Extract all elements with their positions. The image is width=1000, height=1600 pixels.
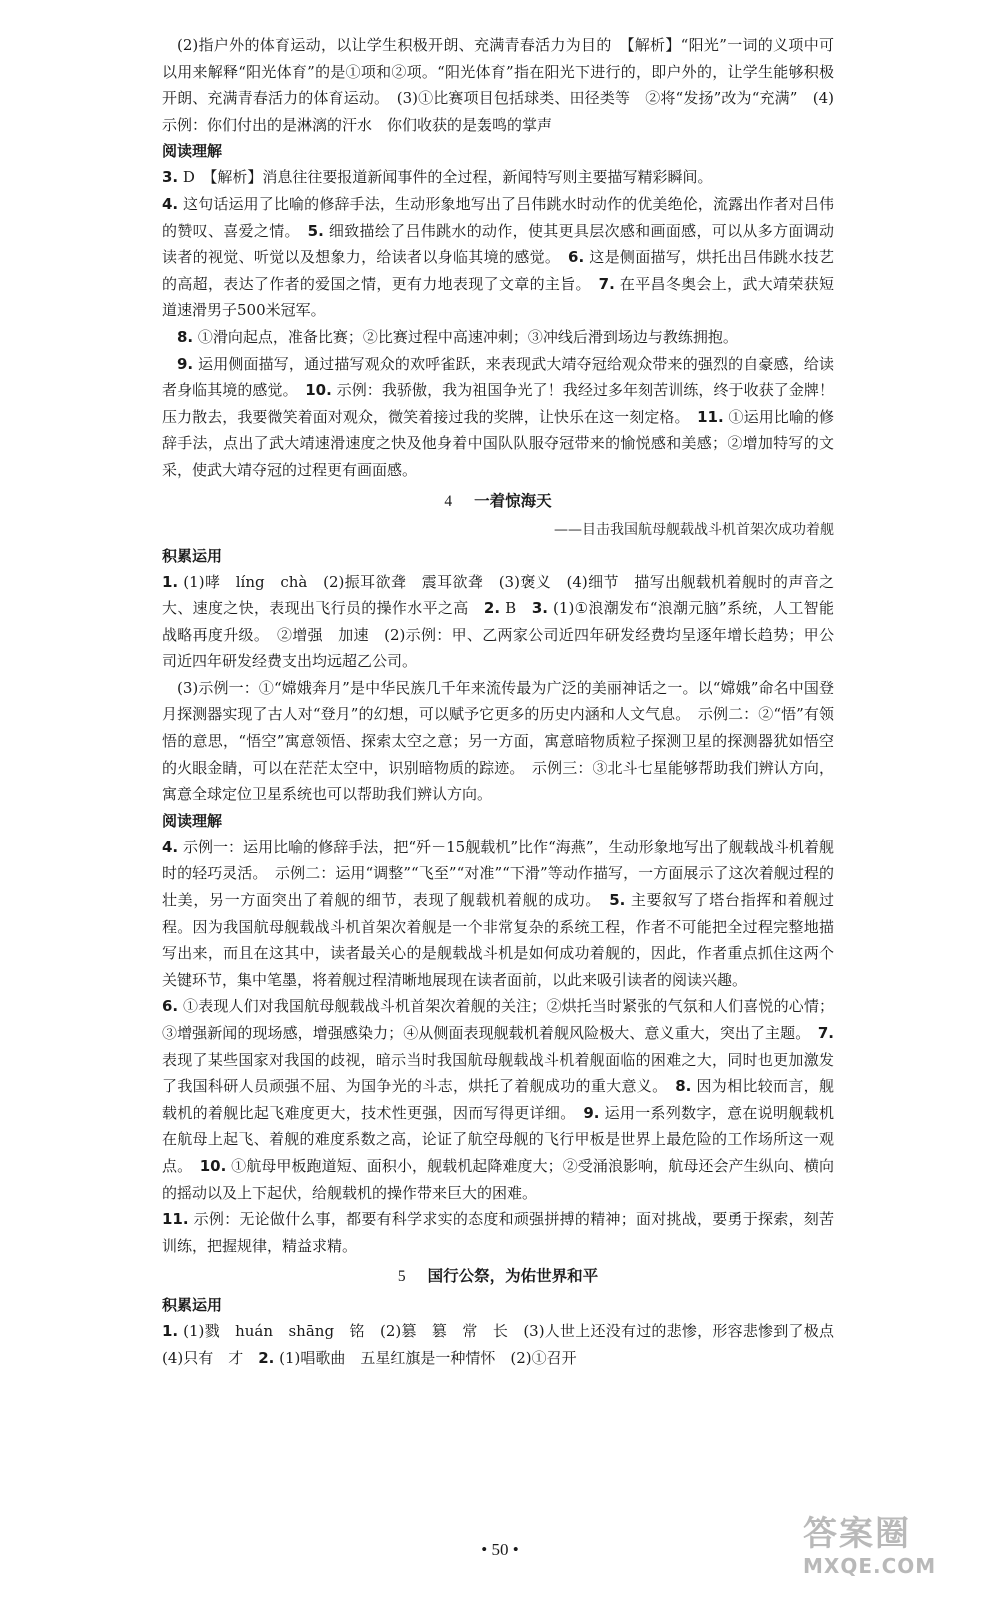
section5-accum-q1-q2: 1. (1)戮 huán shāng 铭 (2)篡 篡 常 长 (3)人世上还没有过的悲惨，形容悲惨到了极点 (4)只有 才 2. (1)唱歌曲 五星红旗是一种情怀 (2)①召开 bbox=[162, 1322, 850, 1367]
accum-heading-section4: 积累运用 bbox=[162, 546, 223, 565]
section4-subtitle: ——目击我国航母舰载战斗机首架次成功着舰 bbox=[554, 521, 834, 538]
watermark-logo bbox=[803, 1514, 978, 1584]
section4-reading-q4-q5: 4. 示例一：运用比喻的修辞手法，把“歼－15舰载机”比作“海燕”，生动形象地写出了舰载战斗机着舰时的轻巧灵活。 示例二：运用“调整”“飞至”“对准”“下滑”等动作描写，一方面展示了这次着舰过程的壮美，另一方面突出了着舰的细节，表现了舰载机着舰的成功。 5. 主要叙写了塔台指挥和着舰过程。因为我国航母舰载战斗机首架次着舰是一个非常复杂的系统工程，作者不可能把全过程完整地描写出来，而且在这其中，读者最关心的是舰载战斗机是如何成功着舰的，因此，作者重点抓住这两个关键环节，集中笔墨，将着舰过程清晰地展现在读者面前，以此来吸引读者的阅读兴趣。 bbox=[162, 837, 834, 989]
accum-heading-section5: 积累运用 bbox=[162, 1296, 223, 1315]
section4-accum-q1-q3: 1. (1)哮 líng chà (2)振耳欲聋 震耳欲聋 (3)褒义 (4)细节 描写出舰载机着舰时的声音之大、速度之快，表现出飞行员的操作水平之高 2. B 3. (1)①浪潮发布“浪潮元脑”系统，人工智能战略再度升级。 ②增强 加速 (2)示例：甲、乙两家公司近四年研发经费均呈逐年增长趋势；甲公司近四年研发经费支出均远超乙公司。 bbox=[162, 572, 834, 671]
section3-q8: 8. ①滑向起点，准备比赛；②比赛过程中高速冲刺；③冲线后滑到场边与教练拥抱。 bbox=[177, 327, 738, 346]
answer-page bbox=[162, 32, 850, 1372]
section4-accum-q3-3: (3)示例一：①“嫦娥奔月”是中华民族几千年来流传最为广泛的美丽神话之一。以“嫦娥”命名中国登月探测器实现了古人对“登月”的幻想，可以赋予它更多的历史内涵和人文气息。 示例二：②“悟”有领悟的意思，“悟空”寓意领悟、探索太空之意；另一方面，寓意暗物质粒子探测卫星的探测器犹如悟空的火眼金睛，可以在茫茫太空中，识别暗物质的踪迹。 示例三：③北斗七星能够帮助我们辨认方向，寓意全球定位卫星系统也可以帮助我们辨认方向。 bbox=[162, 678, 834, 804]
section5-title: 5 国行公祭，为佑世界和平 bbox=[397, 1267, 599, 1286]
reading-heading-section3: 阅读理解 bbox=[162, 142, 223, 161]
section3-q9-q11: 9. 运用侧面描写，通过描写观众的欢呼雀跃，来表现武大靖夺冠给观众带来的强烈的自豪感，给读者身临其境的感觉。 10. 示例：我骄傲，我为祖国争光了！我经过多年刻苦训练，终于收获了金牌！压力散去，我要微笑着面对观众，微笑着接过我的奖牌，让快乐在这一刻定格。 11. ①运用比喻的修辞手法，点出了武大靖速滑速度之快及他身着中国队队服夺冠带来的愉悦感和美感；②增加特写的文采，使武大靖夺冠的过程更有画面感。 bbox=[162, 354, 834, 479]
section4-reading-q11: 11. 示例：无论做什么事，都要有科学求实的态度和顽强拼搏的精神；面对挑战，要勇于探索，刻苦训练，把握规律，精益求精。 bbox=[162, 1210, 834, 1255]
section3-q4-q7: 4. 这句话运用了比喻的修辞手法，生动形象地写出了吕伟跳水时动作的优美绝伦，流露出作者对吕伟的赞叹、喜爱之情。 5. 细致描绘了吕伟跳水的动作，使其更具层次感和画面感，可以从多方面调动读者的视觉、听觉以及想象力，给读者以身临其境的感觉。 6. 这是侧面描写，烘托出吕伟跳水技艺的高超，表达了作者的爱国之情，更有力地表现了文章的主旨。 7. 在平昌冬奥会上，武大靖荣获短道速滑男子500米冠军。 bbox=[162, 194, 834, 320]
watermark-text-cn: 答案圈 bbox=[803, 1514, 911, 1554]
watermark-text-url: MXQE.COM bbox=[803, 1554, 937, 1578]
section4-title: 4 一着惊海天 bbox=[444, 491, 552, 510]
page-number: • 50 • bbox=[481, 1540, 519, 1559]
section3-q3: 3. D 【解析】消息往往要报道新闻事件的全过程，新闻特写则主要描写精彩瞬间。 bbox=[162, 168, 713, 187]
section4-reading-q6-q10: 6. ①表现人们对我国航母舰载战斗机首架次着舰的关注；②烘托当时紧张的气氛和人们喜悦的心情；③增强新闻的现场感，增强感染力；④从侧面表现舰载机着舰风险极大、意义重大，突出了主题。 7. 表现了某些国家对我国的歧视，暗示当时我国航母舰载战斗机着舰面临的困难之大，同时也更加激发了我国科研人员顽强不屈、为国争光的斗志，烘托了着舰成功的重大意义。 8. 因为相比较而言，舰载机的着舰比起飞难度更大，技术性更强，因而写得更详细。 9. 运用一系列数字，意在说明舰载机在航母上起飞、着舰的难度系数之高，论证了航空母舰的飞行甲板是世界上最危险的工作场所这一观点。 10. ①航母甲板跑道短、面积小，舰载机起降难度大；②受涌浪影响，航母还会产生纵向、横向的摇动以及上下起伏，给舰载机的操作带来巨大的困难。 bbox=[162, 997, 834, 1202]
reading-heading-section4: 阅读理解 bbox=[162, 811, 223, 830]
section3-q2-answer: (2)指户外的体育运动，以让学生积极开朗、充满青春活力为目的 【解析】“阳光”一词的义项中可以用来解释“阳光体育”的是①项和②项。“阳光体育”指在阳光下进行的，即户外的，让学生能够积极开朗、充满青春活力的体育运动。 (3)①比赛项目包括球类、田径类等 ②将“发扬”改为“充满” (4)示例：你们付出的是淋漓的汗水 你们收获的是轰鸣的掌声 bbox=[162, 36, 834, 134]
